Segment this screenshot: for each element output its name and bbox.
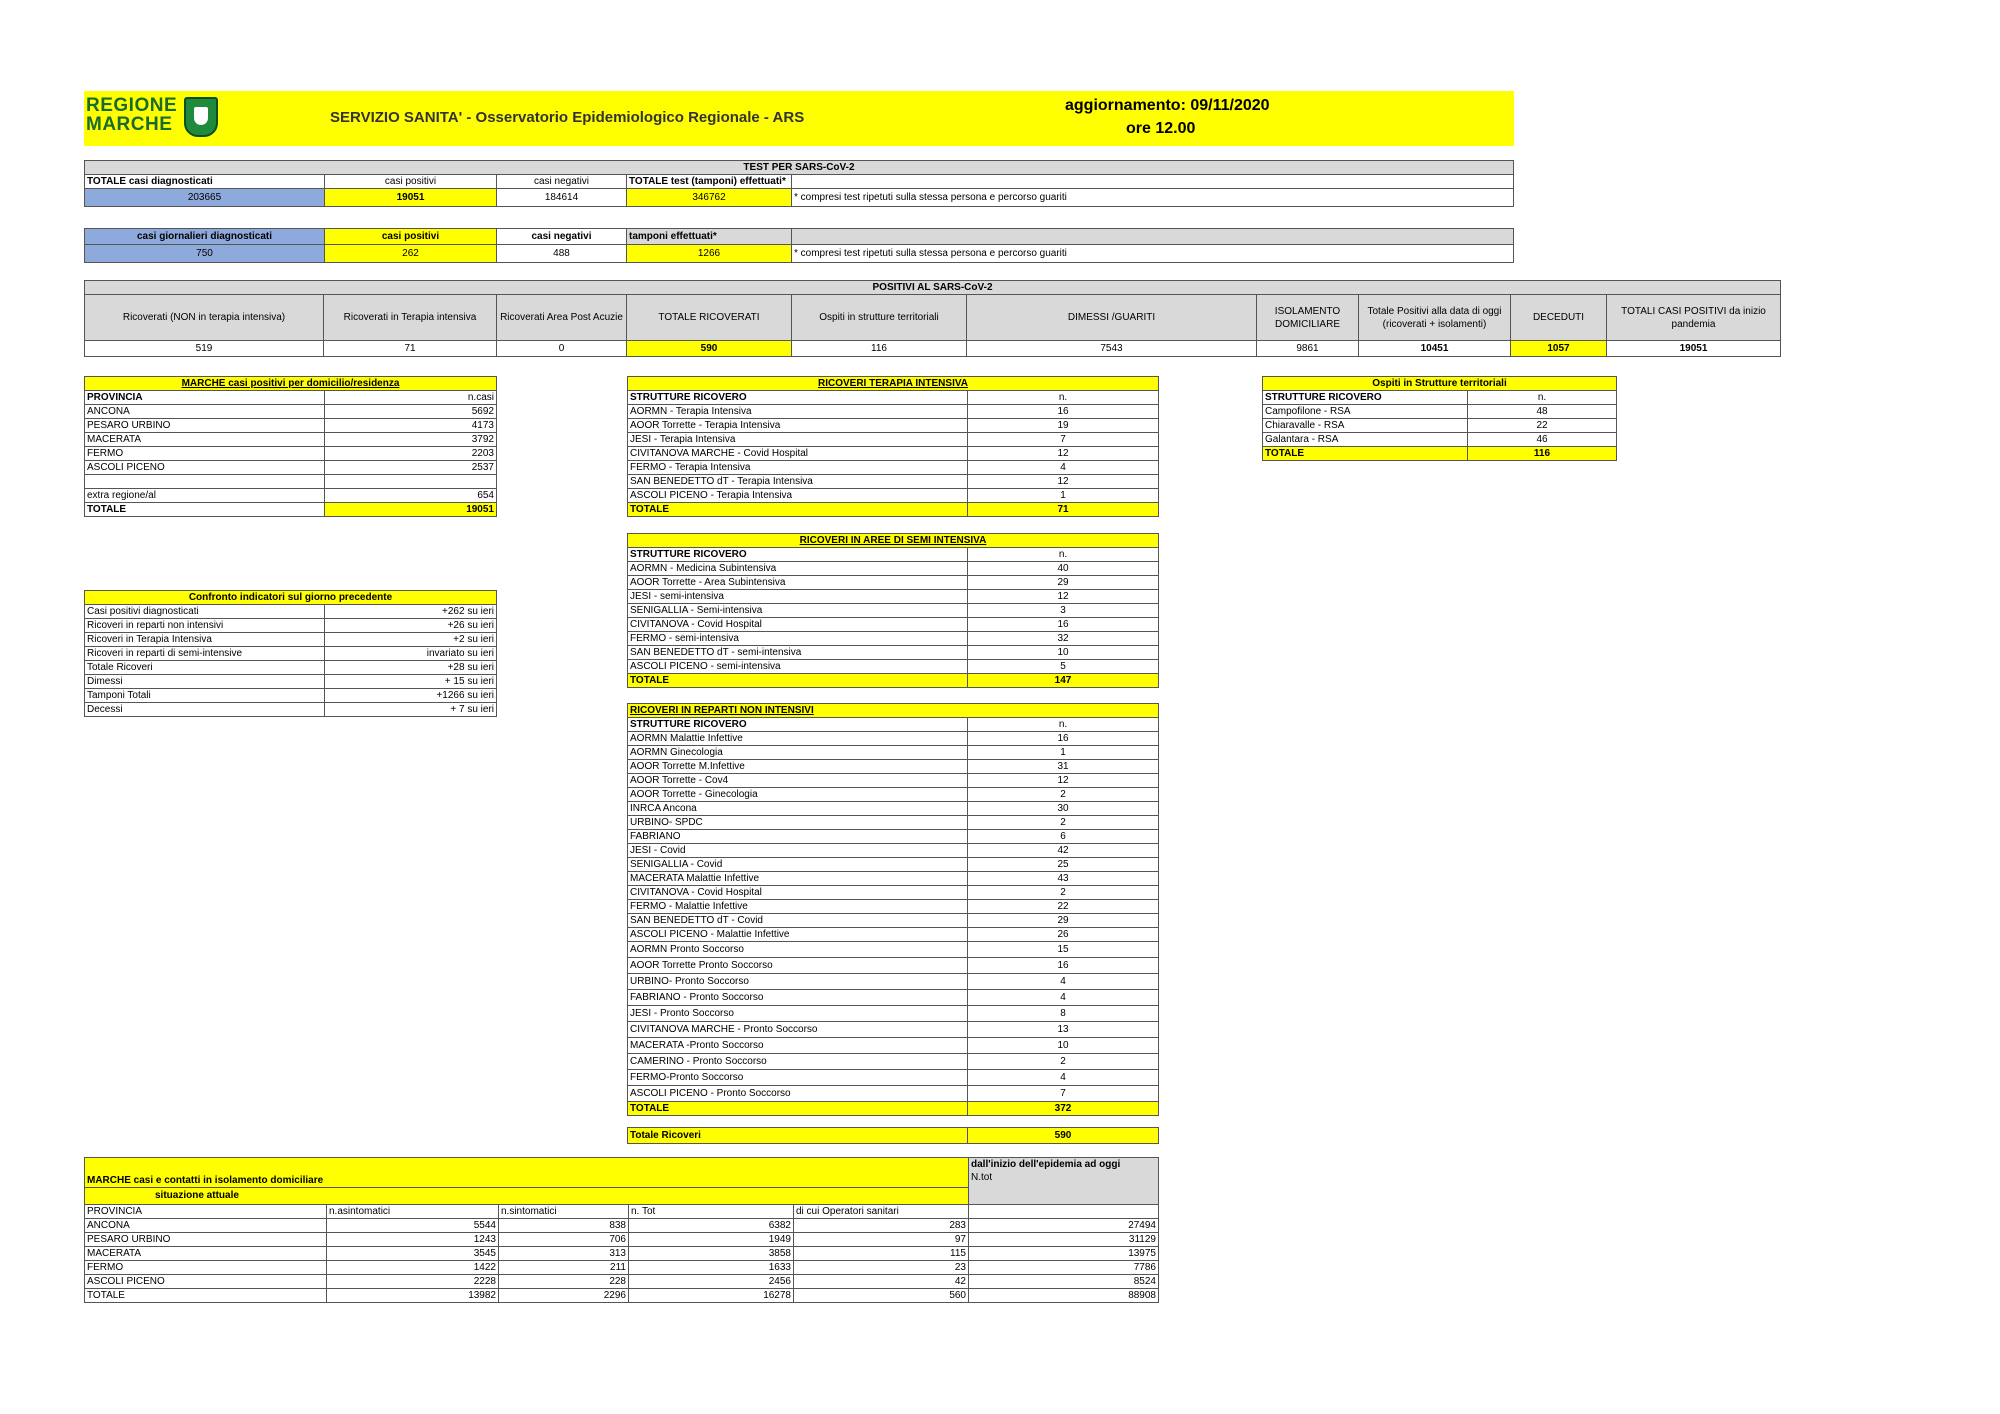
row-name: TOTALE bbox=[85, 1289, 327, 1303]
table-row bbox=[628, 732, 1159, 746]
row-value: 7786 bbox=[969, 1261, 1159, 1275]
table-row bbox=[628, 1086, 1159, 1102]
row-value: 5692 bbox=[325, 405, 497, 419]
row-value: +28 su ieri bbox=[325, 661, 497, 675]
isolamento-title: MARCHE casi e contatti in isolamento domiciliare bbox=[85, 1158, 969, 1188]
daily-header: casi negativi bbox=[497, 229, 627, 245]
table-row: Totale Ricoveri bbox=[85, 661, 325, 675]
table-row bbox=[628, 872, 1159, 886]
positivi-value: 0 bbox=[497, 341, 627, 357]
province-title: MARCHE casi positivi per domicilio/residenza bbox=[85, 377, 497, 391]
table-row bbox=[85, 1275, 1159, 1289]
row-value: +26 su ieri bbox=[325, 619, 497, 633]
row-value: 32 bbox=[968, 632, 1159, 646]
row-value: 29 bbox=[968, 914, 1159, 928]
daily-negative: 488 bbox=[497, 245, 627, 263]
row-value: 5 bbox=[968, 660, 1159, 674]
positivi-value: 1057 bbox=[1511, 341, 1607, 357]
row-value: 10 bbox=[968, 646, 1159, 660]
positivi-header: Totale Positivi alla data di oggi (ricoverati + isolamenti) bbox=[1359, 295, 1511, 341]
row-value: 12 bbox=[968, 447, 1159, 461]
table-row: AORMN - Medicina Subintensiva bbox=[628, 562, 968, 576]
positivi-header: Ricoverati in Terapia intensiva bbox=[324, 295, 497, 341]
totale-ricoveri-table bbox=[627, 1127, 1159, 1144]
table-row bbox=[628, 886, 1159, 900]
confronto-title: Confronto indicatori sul giorno precedente bbox=[85, 591, 497, 605]
daily-table bbox=[84, 228, 1514, 263]
ospiti-total-label: TOTALE bbox=[1263, 447, 1468, 461]
row-value: 1633 bbox=[629, 1261, 794, 1275]
row-name: FABRIANO - Pronto Soccorso bbox=[628, 990, 968, 1006]
tests-total-diagnosed: 203665 bbox=[85, 189, 325, 207]
row-name: AOOR Torrette - Cov4 bbox=[628, 774, 968, 788]
table-row: Galantara - RSA bbox=[1263, 433, 1468, 447]
table-row: Ricoveri in reparti non intensivi bbox=[85, 619, 325, 633]
tests-note: * compresi test ripetuti sulla stessa persona e percorso guariti bbox=[792, 189, 1514, 207]
row-value: 1243 bbox=[327, 1233, 499, 1247]
row-value: 16 bbox=[968, 618, 1159, 632]
row-value: 43 bbox=[968, 872, 1159, 886]
row-name: FERMO bbox=[85, 1261, 327, 1275]
positivi-header: ISOLAMENTO DOMICILIARE bbox=[1257, 295, 1359, 341]
positivi-value: 71 bbox=[324, 341, 497, 357]
table-row bbox=[628, 844, 1159, 858]
table-row: CIVITANOVA MARCHE - Covid Hospital bbox=[628, 447, 968, 461]
daily-swabs: 1266 bbox=[627, 245, 792, 263]
shield-icon bbox=[184, 97, 218, 137]
table-row: extra regione/al bbox=[85, 489, 325, 503]
row-value: 3545 bbox=[327, 1247, 499, 1261]
tests-header: TOTALE casi diagnosticati bbox=[85, 175, 325, 189]
row-value: 27494 bbox=[969, 1219, 1159, 1233]
row-value: +262 su ieri bbox=[325, 605, 497, 619]
table-row bbox=[85, 475, 325, 489]
row-value: 30 bbox=[968, 802, 1159, 816]
row-name: MACERATA bbox=[85, 1247, 327, 1261]
nonint-title: RICOVERI IN REPARTI NON INTENSIVI bbox=[628, 704, 1159, 718]
table-row bbox=[628, 1022, 1159, 1038]
table-row bbox=[85, 1247, 1159, 1261]
row-value: 2 bbox=[968, 788, 1159, 802]
positivi-value: 19051 bbox=[1607, 341, 1781, 357]
table-row bbox=[628, 990, 1159, 1006]
ospiti-col-header: STRUTTURE RICOVERO bbox=[1263, 391, 1468, 405]
row-value: 2537 bbox=[325, 461, 497, 475]
totale-ricoveri-label: Totale Ricoveri bbox=[628, 1128, 968, 1144]
row-name: FERMO-Pronto Soccorso bbox=[628, 1070, 968, 1086]
row-name: ASCOLI PICENO - Malattie Infettive bbox=[628, 928, 968, 942]
table-row bbox=[628, 1006, 1159, 1022]
isolamento-side-header bbox=[969, 1158, 1159, 1205]
nonint-total-label: TOTALE bbox=[628, 1102, 968, 1116]
row-value: 48 bbox=[1468, 405, 1617, 419]
isolamento-side-title: dall'inizio dell'epidemia ad oggi bbox=[971, 1159, 1121, 1170]
row-value: 1 bbox=[968, 746, 1159, 760]
province-col-header: PROVINCIA bbox=[85, 391, 325, 405]
table-row bbox=[628, 1054, 1159, 1070]
province-total-value: 19051 bbox=[325, 503, 497, 517]
row-value: 12 bbox=[968, 774, 1159, 788]
row-value: 31 bbox=[968, 760, 1159, 774]
ospiti-title: Ospiti in Strutture territoriali bbox=[1263, 377, 1617, 391]
table-row: FERMO - semi-intensiva bbox=[628, 632, 968, 646]
row-value: 654 bbox=[325, 489, 497, 503]
row-value: 88908 bbox=[969, 1289, 1159, 1303]
province-table bbox=[84, 376, 497, 517]
confronto-table bbox=[84, 590, 497, 717]
table-row bbox=[628, 914, 1159, 928]
table-row bbox=[628, 1038, 1159, 1054]
table-row bbox=[85, 1289, 1159, 1303]
row-name: MACERATA -Pronto Soccorso bbox=[628, 1038, 968, 1054]
row-value: 313 bbox=[499, 1247, 629, 1261]
row-value: 8 bbox=[968, 1006, 1159, 1022]
row-value: 6382 bbox=[629, 1219, 794, 1233]
row-name: AOOR Torrette - Ginecologia bbox=[628, 788, 968, 802]
table-row: Decessi bbox=[85, 703, 325, 717]
table-row bbox=[628, 858, 1159, 872]
row-value: 4173 bbox=[325, 419, 497, 433]
row-value: 13 bbox=[968, 1022, 1159, 1038]
row-value: 228 bbox=[499, 1275, 629, 1289]
row-value: 560 bbox=[794, 1289, 969, 1303]
row-name: JESI - Pronto Soccorso bbox=[628, 1006, 968, 1022]
row-name: CAMERINO - Pronto Soccorso bbox=[628, 1054, 968, 1070]
row-value: 2456 bbox=[629, 1275, 794, 1289]
ti-table bbox=[627, 376, 1159, 517]
positivi-header: TOTALI CASI POSITIVI da inizio pandemia bbox=[1607, 295, 1781, 341]
positivi-header: Ospiti in strutture territoriali bbox=[792, 295, 967, 341]
positivi-value: 10451 bbox=[1359, 341, 1511, 357]
table-row: ASCOLI PICENO - semi-intensiva bbox=[628, 660, 968, 674]
row-name: SAN BENEDETTO dT - Covid bbox=[628, 914, 968, 928]
row-name: CIVITANOVA MARCHE - Pronto Soccorso bbox=[628, 1022, 968, 1038]
row-value: 2228 bbox=[327, 1275, 499, 1289]
row-name: ASCOLI PICENO bbox=[85, 1275, 327, 1289]
isolamento-header: PROVINCIA bbox=[85, 1205, 327, 1219]
semi-table bbox=[627, 533, 1159, 688]
row-value: +2 su ieri bbox=[325, 633, 497, 647]
row-value: 838 bbox=[499, 1219, 629, 1233]
row-name: JESI - Covid bbox=[628, 844, 968, 858]
row-name: AORMN Ginecologia bbox=[628, 746, 968, 760]
row-value: 22 bbox=[1468, 419, 1617, 433]
row-value: 42 bbox=[968, 844, 1159, 858]
row-value: 16 bbox=[968, 405, 1159, 419]
positivi-header: DIMESSI /GUARITI bbox=[967, 295, 1257, 341]
table-row: JESI - semi-intensiva bbox=[628, 590, 968, 604]
ti-total-label: TOTALE bbox=[628, 503, 968, 517]
positivi-header: Ricoverati (NON in terapia intensiva) bbox=[85, 295, 324, 341]
positivi-value: 116 bbox=[792, 341, 967, 357]
table-row bbox=[628, 942, 1159, 958]
row-value: 4 bbox=[968, 461, 1159, 475]
row-value: 1422 bbox=[327, 1261, 499, 1275]
nonint-total-value: 372 bbox=[968, 1102, 1159, 1116]
row-name: AOOR Torrette M.Infettive bbox=[628, 760, 968, 774]
update-time: ore 12.00 bbox=[1126, 120, 1196, 137]
row-value: invariato su ieri bbox=[325, 647, 497, 661]
row-value: 7 bbox=[968, 433, 1159, 447]
province-total-label: TOTALE bbox=[85, 503, 325, 517]
semi-col-header: STRUTTURE RICOVERO bbox=[628, 548, 968, 562]
row-value: 13975 bbox=[969, 1247, 1159, 1261]
semi-col-header: n. bbox=[968, 548, 1159, 562]
ti-title: RICOVERI TERAPIA INTENSIVA bbox=[628, 377, 1159, 391]
row-value: 2296 bbox=[499, 1289, 629, 1303]
table-row: Casi positivi diagnosticati bbox=[85, 605, 325, 619]
row-value: 42 bbox=[794, 1275, 969, 1289]
tests-header: casi negativi bbox=[497, 175, 627, 189]
table-row: ANCONA bbox=[85, 405, 325, 419]
row-value: + 7 su ieri bbox=[325, 703, 497, 717]
semi-total-label: TOTALE bbox=[628, 674, 968, 688]
table-row: CIVITANOVA - Covid Hospital bbox=[628, 618, 968, 632]
row-value: 12 bbox=[968, 590, 1159, 604]
table-row: Ricoveri in Terapia Intensiva bbox=[85, 633, 325, 647]
row-value: 16 bbox=[968, 958, 1159, 974]
row-value: 12 bbox=[968, 475, 1159, 489]
tests-positive: 19051 bbox=[325, 189, 497, 207]
row-value: 29 bbox=[968, 576, 1159, 590]
row-value: 19 bbox=[968, 419, 1159, 433]
row-name: AORMN Pronto Soccorso bbox=[628, 942, 968, 958]
nonint-col-header: STRUTTURE RICOVERO bbox=[628, 718, 968, 732]
row-name: SENIGALLIA - Covid bbox=[628, 858, 968, 872]
row-value: 16 bbox=[968, 732, 1159, 746]
row-value: 26 bbox=[968, 928, 1159, 942]
row-value: 13982 bbox=[327, 1289, 499, 1303]
isolamento-header: di cui Operatori sanitari bbox=[794, 1205, 969, 1219]
table-row: JESI - Terapia Intensiva bbox=[628, 433, 968, 447]
row-value: 15 bbox=[968, 942, 1159, 958]
table-row: AOOR Torrette - Terapia Intensiva bbox=[628, 419, 968, 433]
positivi-value: 9861 bbox=[1257, 341, 1359, 357]
row-name: MACERATA Malattie Infettive bbox=[628, 872, 968, 886]
row-value: 23 bbox=[794, 1261, 969, 1275]
table-row bbox=[628, 774, 1159, 788]
totale-ricoveri-value: 590 bbox=[968, 1128, 1159, 1144]
row-value: +1266 su ieri bbox=[325, 689, 497, 703]
row-value: 283 bbox=[794, 1219, 969, 1233]
table-row bbox=[628, 958, 1159, 974]
table-row: Dimessi bbox=[85, 675, 325, 689]
province-col-header: n.casi bbox=[325, 391, 497, 405]
row-name: URBINO- Pronto Soccorso bbox=[628, 974, 968, 990]
row-value: + 15 su ieri bbox=[325, 675, 497, 689]
row-value: 8524 bbox=[969, 1275, 1159, 1289]
table-row: Campofilone - RSA bbox=[1263, 405, 1468, 419]
row-name: URBINO- SPDC bbox=[628, 816, 968, 830]
table-row bbox=[628, 746, 1159, 760]
row-value: 115 bbox=[794, 1247, 969, 1261]
ospiti-table bbox=[1262, 376, 1617, 461]
positivi-header: Ricoverati Area Post Acuzie bbox=[497, 295, 627, 341]
row-value: 1949 bbox=[629, 1233, 794, 1247]
row-value: 2 bbox=[968, 886, 1159, 900]
ti-col-header: n. bbox=[968, 391, 1159, 405]
daily-diagnosed: 750 bbox=[85, 245, 325, 263]
tests-header: TOTALE test (tamponi) effettuati* bbox=[627, 175, 792, 189]
table-row: PESARO URBINO bbox=[85, 419, 325, 433]
table-row bbox=[628, 830, 1159, 844]
ospiti-col-header: n. bbox=[1468, 391, 1617, 405]
row-name: CIVITANOVA - Covid Hospital bbox=[628, 886, 968, 900]
table-row bbox=[85, 1233, 1159, 1247]
nonint-table bbox=[627, 703, 1159, 1116]
table-row: AOOR Torrette - Area Subintensiva bbox=[628, 576, 968, 590]
table-row: SAN BENEDETTO dT - semi-intensiva bbox=[628, 646, 968, 660]
daily-header: tamponi effettuati* bbox=[627, 229, 792, 245]
row-name: ANCONA bbox=[85, 1219, 327, 1233]
semi-title: RICOVERI IN AREE DI SEMI INTENSIVA bbox=[628, 534, 1159, 548]
table-row: AORMN - Terapia Intensiva bbox=[628, 405, 968, 419]
regione-marche-logo bbox=[86, 96, 226, 142]
row-name: INRCA Ancona bbox=[628, 802, 968, 816]
isolamento-table bbox=[84, 1157, 1159, 1303]
row-value: 7 bbox=[968, 1086, 1159, 1102]
isolamento-header: n. Tot bbox=[629, 1205, 794, 1219]
isolamento-header: n.sintomatici bbox=[499, 1205, 629, 1219]
row-value: 97 bbox=[794, 1233, 969, 1247]
table-row bbox=[628, 928, 1159, 942]
logo-text-1: REGIONE bbox=[86, 95, 178, 116]
positivi-value: 7543 bbox=[967, 341, 1257, 357]
row-value: 211 bbox=[499, 1261, 629, 1275]
tests-header: casi positivi bbox=[325, 175, 497, 189]
table-row bbox=[85, 1219, 1159, 1233]
isolamento-subtitle: situazione attuale bbox=[85, 1188, 969, 1205]
row-name: FABRIANO bbox=[628, 830, 968, 844]
table-row: SENIGALLIA - Semi-intensiva bbox=[628, 604, 968, 618]
table-row bbox=[628, 974, 1159, 990]
table-row bbox=[85, 1261, 1159, 1275]
positivi-value: 519 bbox=[85, 341, 324, 357]
row-name: AOOR Torrette Pronto Soccorso bbox=[628, 958, 968, 974]
isolamento-side-sub: N.tot bbox=[971, 1172, 993, 1183]
page-title: SERVIZIO SANITA' - Osservatorio Epidemiologico Regionale - ARS bbox=[330, 109, 805, 126]
row-name: AORMN Malattie Infettive bbox=[628, 732, 968, 746]
table-row: Tamponi Totali bbox=[85, 689, 325, 703]
row-value: 3792 bbox=[325, 433, 497, 447]
positivi-value: 590 bbox=[627, 341, 792, 357]
table-row: MACERATA bbox=[85, 433, 325, 447]
row-name: PESARO URBINO bbox=[85, 1233, 327, 1247]
positivi-header: DECEDUTI bbox=[1511, 295, 1607, 341]
row-name: ASCOLI PICENO - Pronto Soccorso bbox=[628, 1086, 968, 1102]
table-row bbox=[628, 816, 1159, 830]
table-row: FERMO - Terapia Intensiva bbox=[628, 461, 968, 475]
table-row: ASCOLI PICENO bbox=[85, 461, 325, 475]
daily-note: * compresi test ripetuti sulla stessa persona e percorso guariti bbox=[792, 245, 1514, 263]
tests-negative: 184614 bbox=[497, 189, 627, 207]
nonint-col-header: n. bbox=[968, 718, 1159, 732]
row-value: 2 bbox=[968, 1054, 1159, 1070]
table-row bbox=[628, 788, 1159, 802]
row-value: 1 bbox=[968, 489, 1159, 503]
semi-total-value: 147 bbox=[968, 674, 1159, 688]
row-value: 10 bbox=[968, 1038, 1159, 1054]
row-value: 25 bbox=[968, 858, 1159, 872]
positivi-header: TOTALE RICOVERATI bbox=[627, 295, 792, 341]
row-value: 4 bbox=[968, 990, 1159, 1006]
table-row bbox=[628, 760, 1159, 774]
row-value: 6 bbox=[968, 830, 1159, 844]
tests-title: TEST PER SARS-CoV-2 bbox=[85, 161, 1514, 175]
isolamento-header: n.asintomatici bbox=[327, 1205, 499, 1219]
logo-text-2: MARCHE bbox=[86, 114, 173, 135]
ospiti-total-value: 116 bbox=[1468, 447, 1617, 461]
daily-positive: 262 bbox=[325, 245, 497, 263]
row-value: 3858 bbox=[629, 1247, 794, 1261]
row-value: 16278 bbox=[629, 1289, 794, 1303]
table-row bbox=[628, 802, 1159, 816]
row-value bbox=[325, 475, 497, 489]
table-row: ASCOLI PICENO - Terapia Intensiva bbox=[628, 489, 968, 503]
row-value: 2203 bbox=[325, 447, 497, 461]
row-name: FERMO - Malattie Infettive bbox=[628, 900, 968, 914]
row-value: 4 bbox=[968, 1070, 1159, 1086]
row-value: 40 bbox=[968, 562, 1159, 576]
table-row bbox=[628, 900, 1159, 914]
table-row: SAN BENEDETTO dT - Terapia Intensiva bbox=[628, 475, 968, 489]
row-value: 3 bbox=[968, 604, 1159, 618]
row-value: 4 bbox=[968, 974, 1159, 990]
tests-table bbox=[84, 160, 1514, 207]
tests-total-swabs: 346762 bbox=[627, 189, 792, 207]
ti-col-header: STRUTTURE RICOVERO bbox=[628, 391, 968, 405]
row-value: 5544 bbox=[327, 1219, 499, 1233]
row-value: 706 bbox=[499, 1233, 629, 1247]
table-row: Ricoveri in reparti di semi-intensive bbox=[85, 647, 325, 661]
table-row bbox=[628, 1070, 1159, 1086]
table-row: Chiaravalle - RSA bbox=[1263, 419, 1468, 433]
positivi-title: POSITIVI AL SARS-CoV-2 bbox=[85, 281, 1781, 295]
update-date: aggiornamento: 09/11/2020 bbox=[1065, 97, 1270, 114]
table-row: FERMO bbox=[85, 447, 325, 461]
ti-total-value: 71 bbox=[968, 503, 1159, 517]
row-value: 2 bbox=[968, 816, 1159, 830]
row-value: 46 bbox=[1468, 433, 1617, 447]
row-value: 31129 bbox=[969, 1233, 1159, 1247]
daily-header: casi giornalieri diagnosticati bbox=[85, 229, 325, 245]
row-value: 22 bbox=[968, 900, 1159, 914]
positivi-table bbox=[84, 280, 1781, 357]
daily-header: casi positivi bbox=[325, 229, 497, 245]
